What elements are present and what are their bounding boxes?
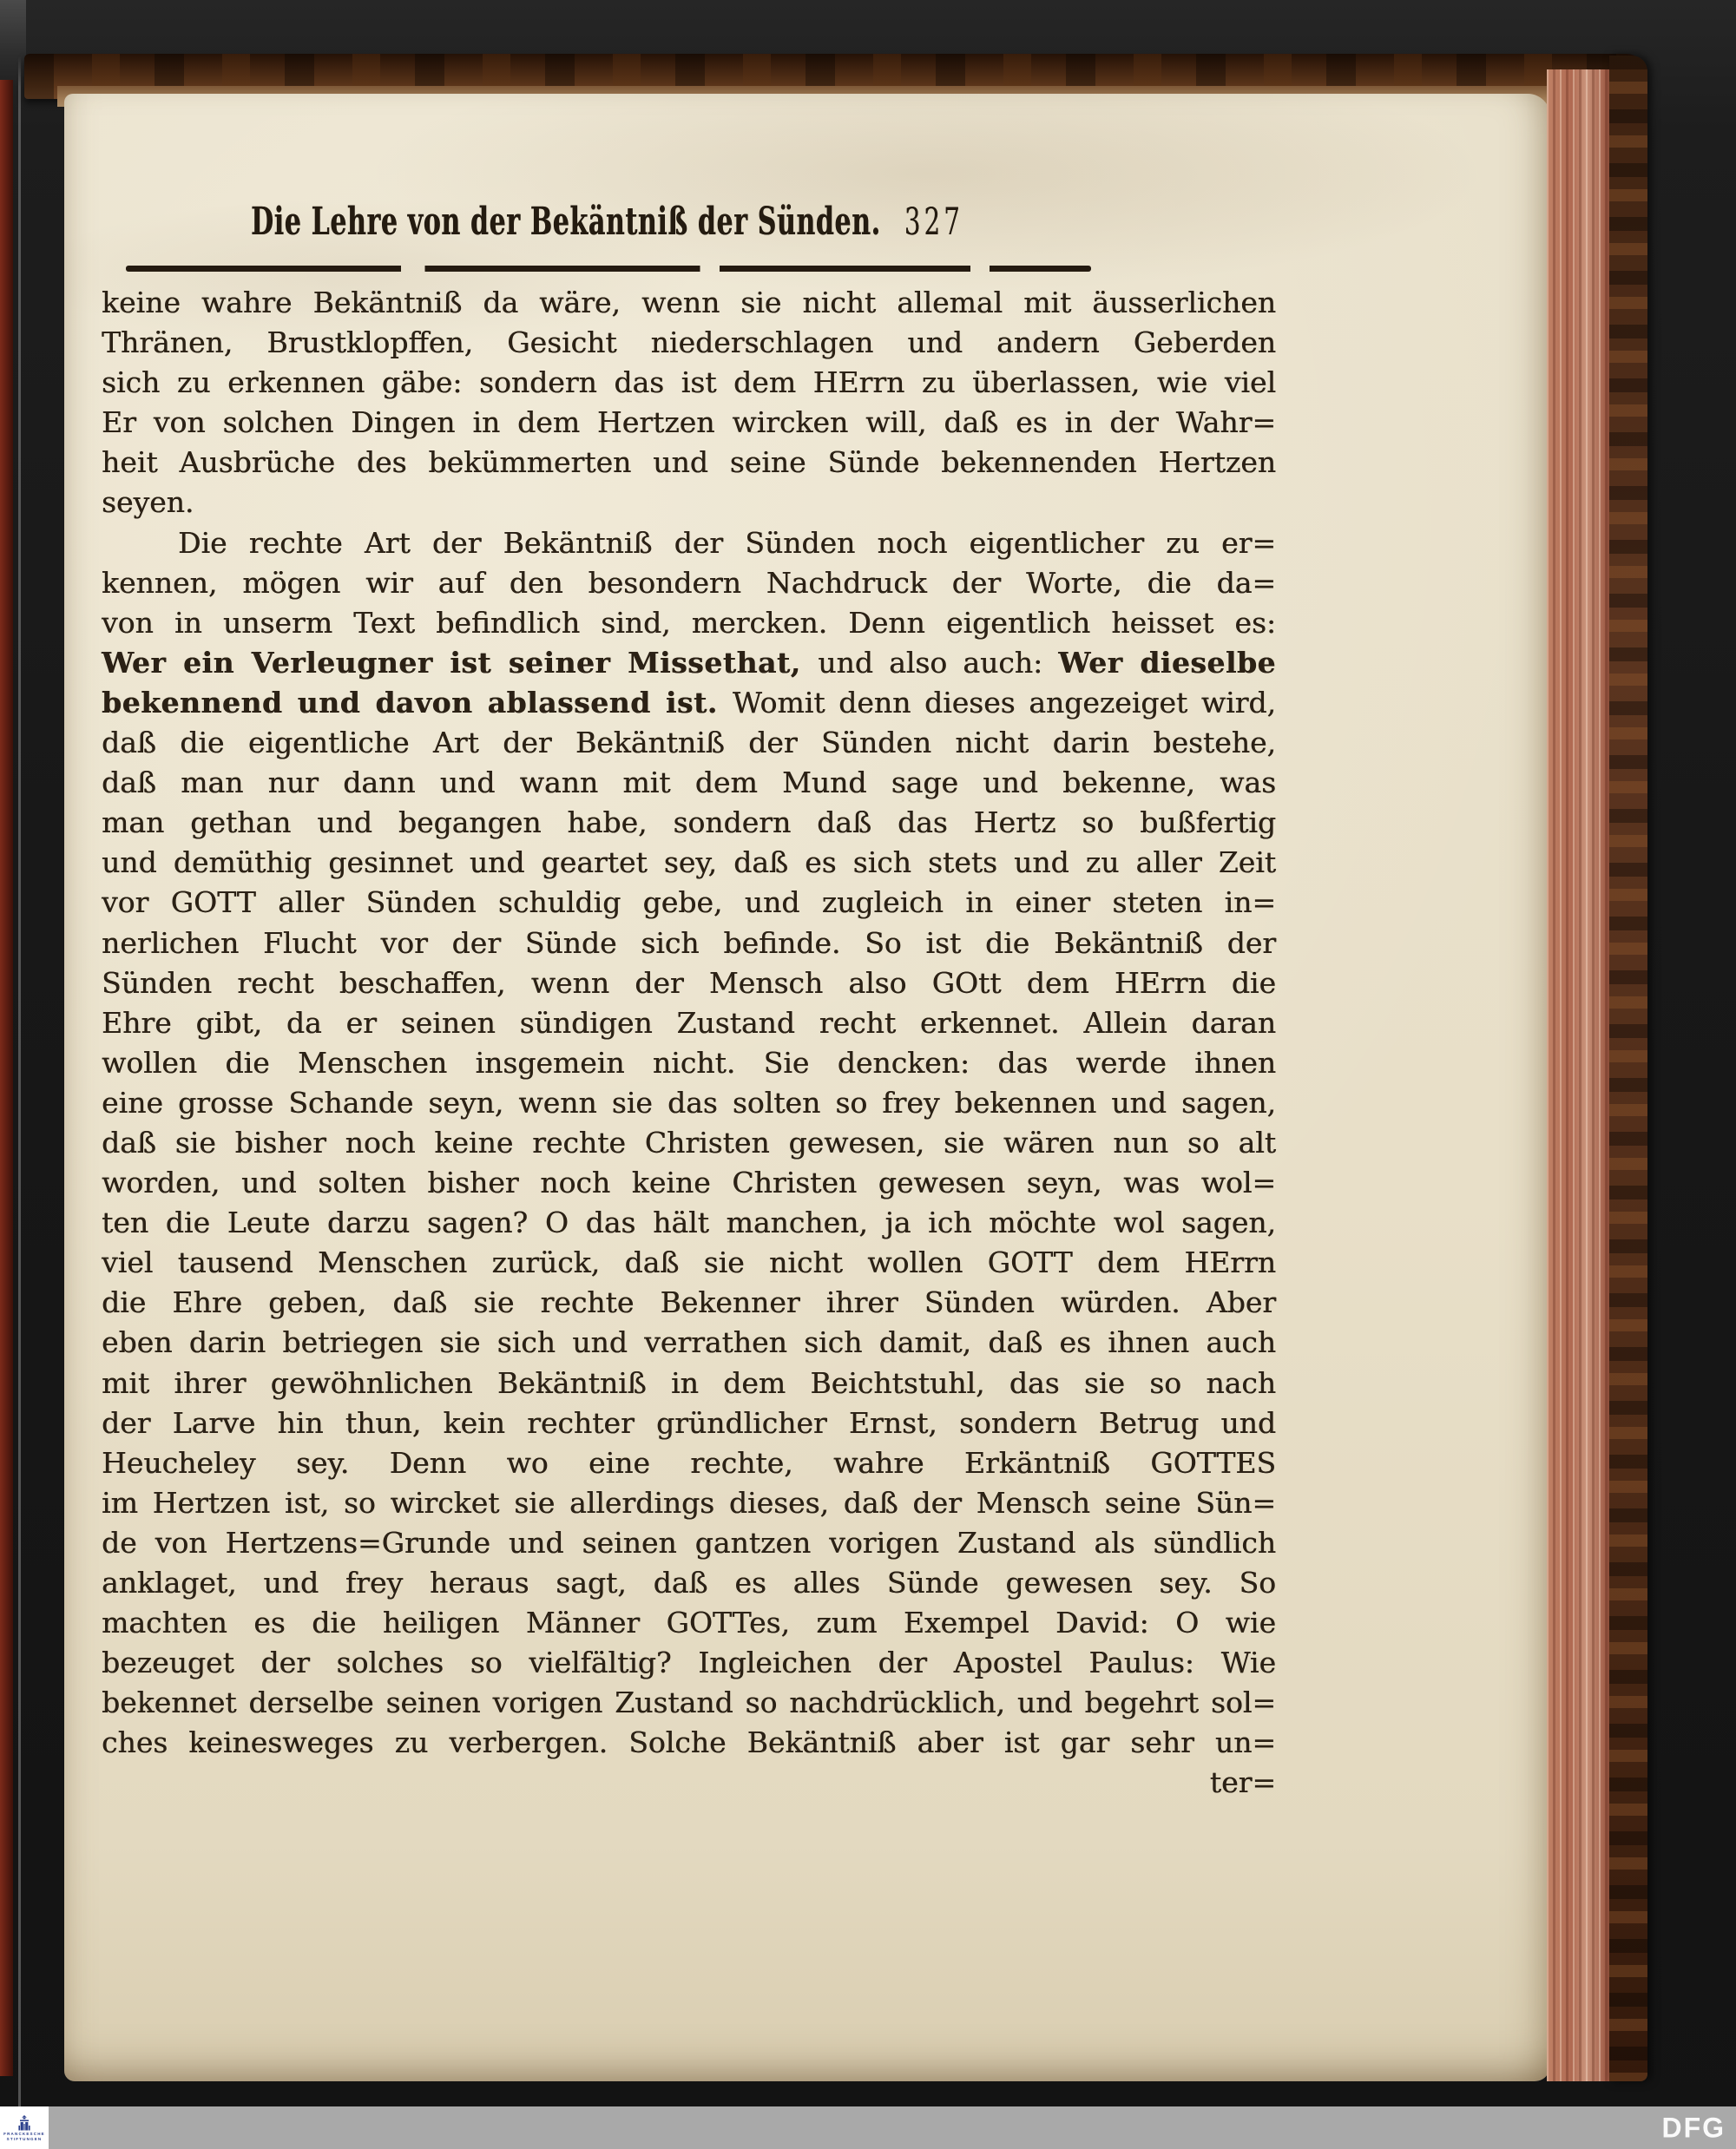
body-text-segment: ten die Leute darzu sagen? O das hält manchen, ja ich möchte wol sagen,	[102, 1206, 1276, 1240]
body-text-line	[102, 1243, 1276, 1283]
body-text-line	[102, 283, 1276, 323]
page-number: 327	[904, 200, 963, 244]
body-text-segment: bekennet derselbe seinen vorigen Zustand so nachdrücklich, und begehrt sol=	[102, 1686, 1276, 1720]
scan-edge-line	[18, 0, 21, 2106]
body-text-segment: Sünden recht beschaffen, wenn der Mensch also GOtt dem HErrn die	[102, 965, 1276, 1000]
body-text-line	[102, 1643, 1276, 1683]
body-text-line	[102, 523, 1276, 563]
body-text-segment: eine grosse Schande seyn, wenn sie das solten so frey bekennen und sagen,	[102, 1085, 1276, 1120]
body-text-line	[102, 1123, 1276, 1163]
body-text-line	[102, 1283, 1276, 1323]
body-text-line	[102, 1203, 1276, 1243]
body-text-segment: Ehre gibt, da er seinen sündigen Zustand recht erkennet. Allein daran	[102, 1005, 1276, 1040]
footer-bar	[0, 2106, 1736, 2149]
body-text-line	[102, 723, 1276, 763]
emphasized-text: bekennend und davon ablassend ist.	[102, 685, 733, 720]
body-text-segment: Heucheley sey. Denn wo eine rechte, wahre Erkäntniß GOTTES	[102, 1445, 1276, 1480]
left-page-edge	[0, 80, 13, 2076]
body-text-segment: keine wahre Bekäntniß da wäre, wenn sie nicht allemal mit äusserlichen	[102, 286, 1276, 319]
body-text-line	[102, 683, 1276, 723]
body-text-line	[102, 603, 1276, 643]
body-text-line	[102, 483, 1276, 522]
body-text-segment: daß sie bisher noch keine rechte Christen gewesen, sie wären nun so alt	[102, 1125, 1276, 1160]
body-text-segment: von in unserm Text befindlich sind, mercken. Denn eigentlich heisset es:	[102, 605, 1276, 640]
body-text-segment: vor GOTT aller Sünden schuldig gebe, und zugleich in einer steten in=	[102, 885, 1276, 920]
body-text-segment: viel tausend Menschen zurück, daß sie nicht wollen GOTT dem HErrn	[102, 1245, 1276, 1280]
body-text-segment: anklaget, und frey heraus sagt, daß es alles Sünde gewesen sey. So	[102, 1566, 1276, 1600]
body-text-line	[102, 1683, 1276, 1723]
body-text-line	[102, 1364, 1276, 1403]
institution-name-line2: STIFTUNGEN	[6, 2136, 43, 2141]
body-text-segment: Die rechte Art der Bekäntniß der Sünden noch eigentlicher zu er=	[178, 525, 1276, 560]
dfg-logo: DFG	[1661, 2112, 1726, 2143]
body-text-line	[102, 1163, 1276, 1203]
header-rule	[126, 266, 1091, 272]
body-text-line	[102, 443, 1276, 483]
body-text-line	[102, 923, 1276, 963]
body-text-line	[102, 1443, 1276, 1483]
body-text-line	[102, 843, 1276, 883]
body-text-line	[102, 1043, 1276, 1083]
body-text-line	[102, 1083, 1276, 1123]
body-text-line	[102, 1403, 1276, 1443]
body-text-line	[102, 643, 1276, 683]
body-text-line	[102, 963, 1276, 1003]
body-text-segment: und also auch:	[818, 645, 1059, 680]
body-text-line	[102, 1563, 1276, 1603]
body-text-line	[102, 363, 1276, 403]
body-text-segment: man gethan und begangen habe, sondern daß das Hertz so bußfertig	[102, 805, 1276, 840]
running-header	[251, 200, 963, 244]
body-text-segment: die Ehre geben, daß sie rechte Bekenner ihrer Sünden würden. Aber	[102, 1285, 1276, 1320]
body-text-line	[102, 763, 1276, 803]
catchword	[102, 1763, 1276, 1803]
body-text-segment: machten es die heiligen Männer GOTTes, zum Exempel David: O wie	[102, 1606, 1276, 1640]
body-text-segment: ches keinesweges zu verbergen. Solche Bekäntniß aber ist gar sehr un=	[102, 1725, 1276, 1760]
body-text-line	[102, 883, 1276, 923]
body-text-line	[102, 803, 1276, 843]
body-text-line	[102, 1323, 1276, 1363]
body-text-line	[102, 323, 1276, 363]
institution-name-line1: FRANCKESCHE	[3, 2131, 45, 2136]
body-text-line	[102, 1723, 1276, 1763]
body-text-line	[102, 403, 1276, 443]
top-left-shadow	[0, 0, 26, 87]
body-text-segment: im Hertzen ist, so wircket sie allerdings dieses, daß der Mensch seine Sün=	[102, 1485, 1276, 1520]
body-text-segment: heit Ausbrüche des bekümmerten und seine Sünde bekennenden Hertzen	[102, 445, 1276, 480]
body-text-line	[102, 1523, 1276, 1563]
body-text-segment: worden, und solten bisher noch keine Christen gewesen seyn, was wol=	[102, 1166, 1276, 1200]
body-text-segment: kennen, mögen wir auf den besondern Nachdruck der Worte, die da=	[102, 565, 1276, 600]
body-text-segment: daß die eigentliche Art der Bekäntniß der Sünden nicht darin bestehe,	[102, 726, 1276, 760]
body-text-segment: Er von solchen Dingen in dem Hertzen wircken will, daß es in der Wahr=	[102, 405, 1276, 440]
body-text-line	[102, 1003, 1276, 1043]
fore-edge-pages	[1547, 69, 1609, 2081]
emphasized-text: Wer dieselbe	[1058, 645, 1276, 680]
body-text-line	[102, 1603, 1276, 1643]
body-text-segment: bezeuget der solches so vielfältig? Ingleichen der Apostel Paulus: Wie	[102, 1646, 1276, 1680]
book-cover-right-edge	[1609, 56, 1647, 2081]
franckesche-stiftungen-logo	[0, 2106, 49, 2149]
body-text-segment: eben darin betriegen sie sich und verrathen sich damit, daß es ihnen auch	[102, 1325, 1276, 1360]
body-text-segment: Womit denn dieses angezeiget wird,	[732, 685, 1276, 720]
body-text-segment: Thränen, Brustklopffen, Gesicht niederschlagen und andern Geberden	[102, 325, 1276, 360]
emphasized-text: Wer ein Verleugner ist seiner Missethat,	[102, 645, 819, 680]
body-text-line	[102, 1483, 1276, 1523]
body-text-line	[102, 563, 1276, 603]
body-text-segment: der Larve hin thun, kein rechter gründlicher Ernst, sondern Betrug und	[102, 1405, 1276, 1440]
body-text-segment: ter=	[1209, 1765, 1276, 1800]
page-title: Die Lehre von der Bekäntniß der Sünden.	[251, 200, 881, 244]
body-text-segment: sich zu erkennen gäbe: sondern das ist dem HErrn zu überlassen, wie viel	[102, 365, 1276, 400]
body-text-segment: und demüthig gesinnet und geartet sey, daß es sich stets und zu aller Zeit	[102, 845, 1276, 880]
body-text-segment: daß man nur dann und wann mit dem Mund sage und bekenne, was	[102, 766, 1276, 800]
body-text-segment: de von Hertzens=Grunde und seinen gantzen vorigen Zustand als sündlich	[102, 1525, 1276, 1560]
body-text	[102, 283, 1276, 1804]
body-text-segment: nerlichen Flucht vor der Sünde sich befinde. So ist die Bekäntniß der	[102, 925, 1276, 960]
book-page	[64, 94, 1550, 2081]
body-text-segment: wollen die Menschen insgemein nicht. Sie dencken: das werde ihnen	[102, 1045, 1276, 1080]
franckesche-stiftungen-icon	[16, 2115, 33, 2131]
body-text-segment: seyen.	[102, 485, 194, 520]
body-text-segment: mit ihrer gewöhnlichen Bekäntniß in dem Beichtstuhl, das sie so nach	[102, 1365, 1276, 1400]
